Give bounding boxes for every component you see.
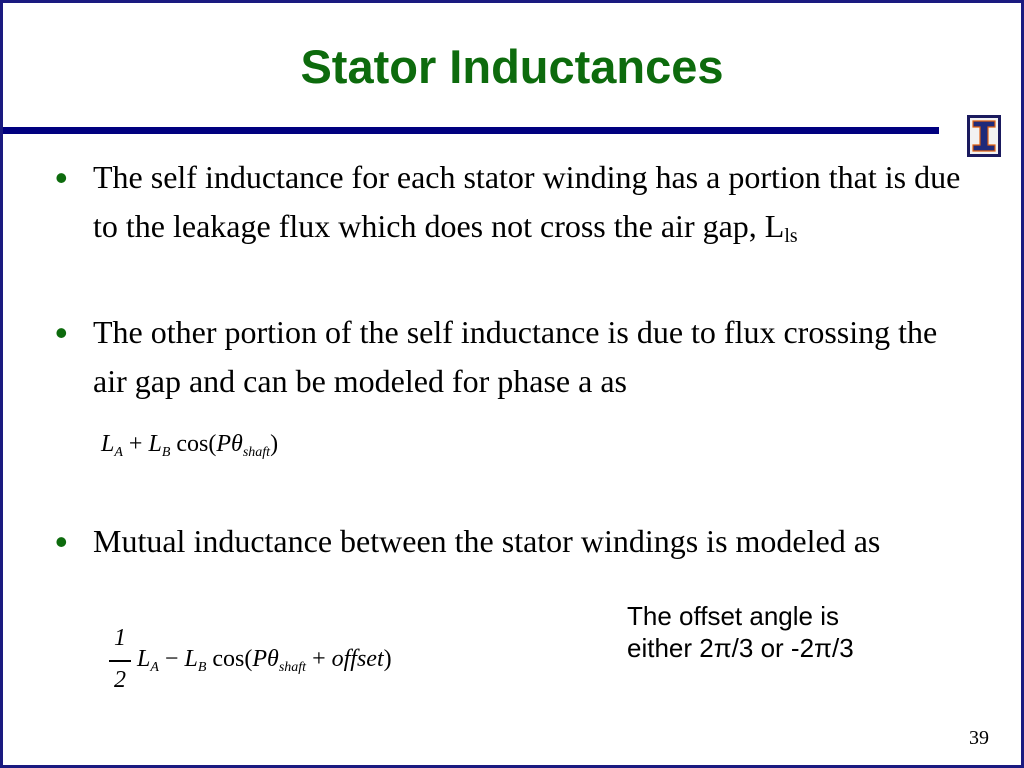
bullet-subscript: ls (784, 224, 798, 247)
offset-angle-note: The offset angle is either 2π/3 or -2π/3 (627, 601, 854, 663)
fraction-bar (109, 660, 131, 662)
bullet-dot: • (55, 521, 68, 562)
bullet-text: The other portion of the self inductance is due to flux crossing the air gap and can be modeled for phase a as (93, 314, 938, 399)
title-rule (3, 127, 939, 134)
bullet-text: Mutual inductance between the stator windings is modeled as (93, 523, 881, 559)
bullet-text: The self inductance for each stator winding has a portion that is due to the leakage flux which does not cross the air gap, L (93, 159, 961, 244)
bullet-dot: • (55, 312, 68, 353)
page-number: 39 (969, 727, 989, 749)
self-inductance-equation: $L_A + L_B$ $\cos(P\theta_{shaft})$ (101, 431, 279, 460)
bullet-dot: • (55, 157, 68, 198)
mutual-inductance-equation: $L_A - L_B$ $\cos(P\theta_{shaft}$ + offset) (137, 646, 392, 675)
fraction-numerator: 1 (114, 625, 126, 651)
university-logo-icon (967, 115, 1001, 157)
slide-title: Stator Inductances (300, 40, 724, 93)
fraction-denominator: 2 (114, 667, 126, 693)
